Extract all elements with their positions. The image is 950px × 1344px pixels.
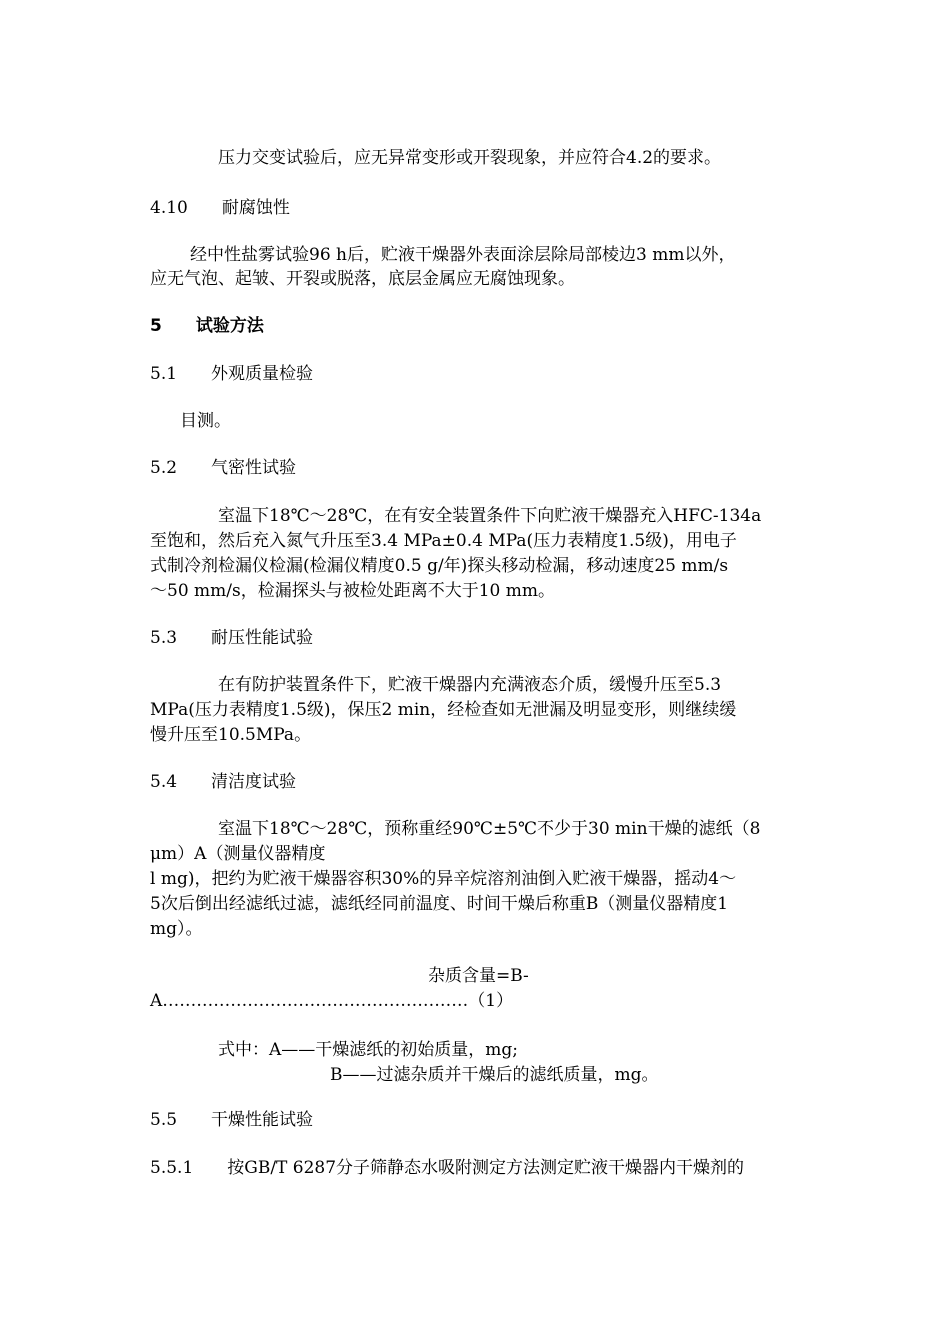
para-cleanliness-line-4: 5次后倒出经滤纸过滤，滤纸经同前温度、时间干燥后称重B（测量仪器精度1: [150, 894, 729, 914]
para-airtight-line-1: 室温下18℃～28℃，在有安全装置条件下向贮液干燥器充入HFC-134a: [218, 506, 762, 526]
para-cleanliness-line-5: mg）。: [150, 919, 203, 939]
para-airtight-line-3: 式制冷剂检漏仪检漏(检漏仪精度0.5 g/年)探头移动检漏，移动速度25 mm/s: [150, 556, 729, 576]
para-5-5-1: 5.5.1 按GB/T 6287分子筛静态水吸附测定方法测定贮液干燥器内干燥剂的: [150, 1158, 745, 1178]
heading-5: 5 试验方法: [150, 316, 264, 336]
para-pressure-line-3: 慢升压至10.5MPa。: [150, 725, 312, 745]
heading-5-5: 5.5 干燥性能试验: [150, 1110, 314, 1130]
para-visual-inspection: 目测。: [180, 411, 231, 431]
para-pressure-line-2: MPa(压力表精度1.5级)，保压2 min，经检查如无泄漏及明显变形，则继续缓: [150, 700, 737, 720]
heading-5-3: 5.3 耐压性能试验: [150, 628, 314, 648]
para-airtight-line-2: 至饱和，然后充入氮气升压至3.4 MPa±0.4 MPa(压力表精度1.5级)，用电子: [150, 531, 737, 551]
para-corrosion-line-1: 经中性盐雾试验96 h后，贮液干燥器外表面涂层除局部棱边3 mm以外，: [190, 245, 736, 265]
formula-where-b: B——过滤杂质并干燥后的滤纸质量，mg。: [330, 1065, 659, 1085]
para-cleanliness-line-3: l mg)，把约为贮液干燥器容积30%的异辛烷溶剂油倒入贮液干燥器，摇动4～: [150, 869, 737, 889]
heading-5-1: 5.1 外观质量检验: [150, 364, 314, 384]
para-cleanliness-line-1: 室温下18℃～28℃，预称重经90℃±5℃不少于30 min干燥的滤纸（8: [218, 819, 761, 839]
formula-where-a: 式中：A——干燥滤纸的初始质量，mg;: [218, 1040, 519, 1060]
para-corrosion-line-2: 应无气泡、起皱、开裂或脱落，底层金属应无腐蚀现象。: [150, 269, 575, 289]
formula-line-1: 杂质含量=B-: [428, 966, 529, 986]
para-pressure-line-1: 在有防护装置条件下，贮液干燥器内充满液态介质，缓慢升压至5.3: [218, 675, 722, 695]
para-cleanliness-line-2: μm）A（测量仪器精度: [150, 844, 326, 864]
heading-4-10: 4.10 耐腐蚀性: [150, 198, 290, 218]
para-pressure-result: 压力交变试验后，应无异常变形或开裂现象，并应符合4.2的要求。: [218, 148, 722, 168]
para-airtight-line-4: ～50 mm/s，检漏探头与被检处距离不大于10 mm。: [150, 581, 556, 601]
heading-5-4: 5.4 清洁度试验: [150, 772, 297, 792]
formula-line-2: A………………………………………………（1）: [150, 991, 514, 1011]
heading-5-2: 5.2 气密性试验: [150, 458, 297, 478]
